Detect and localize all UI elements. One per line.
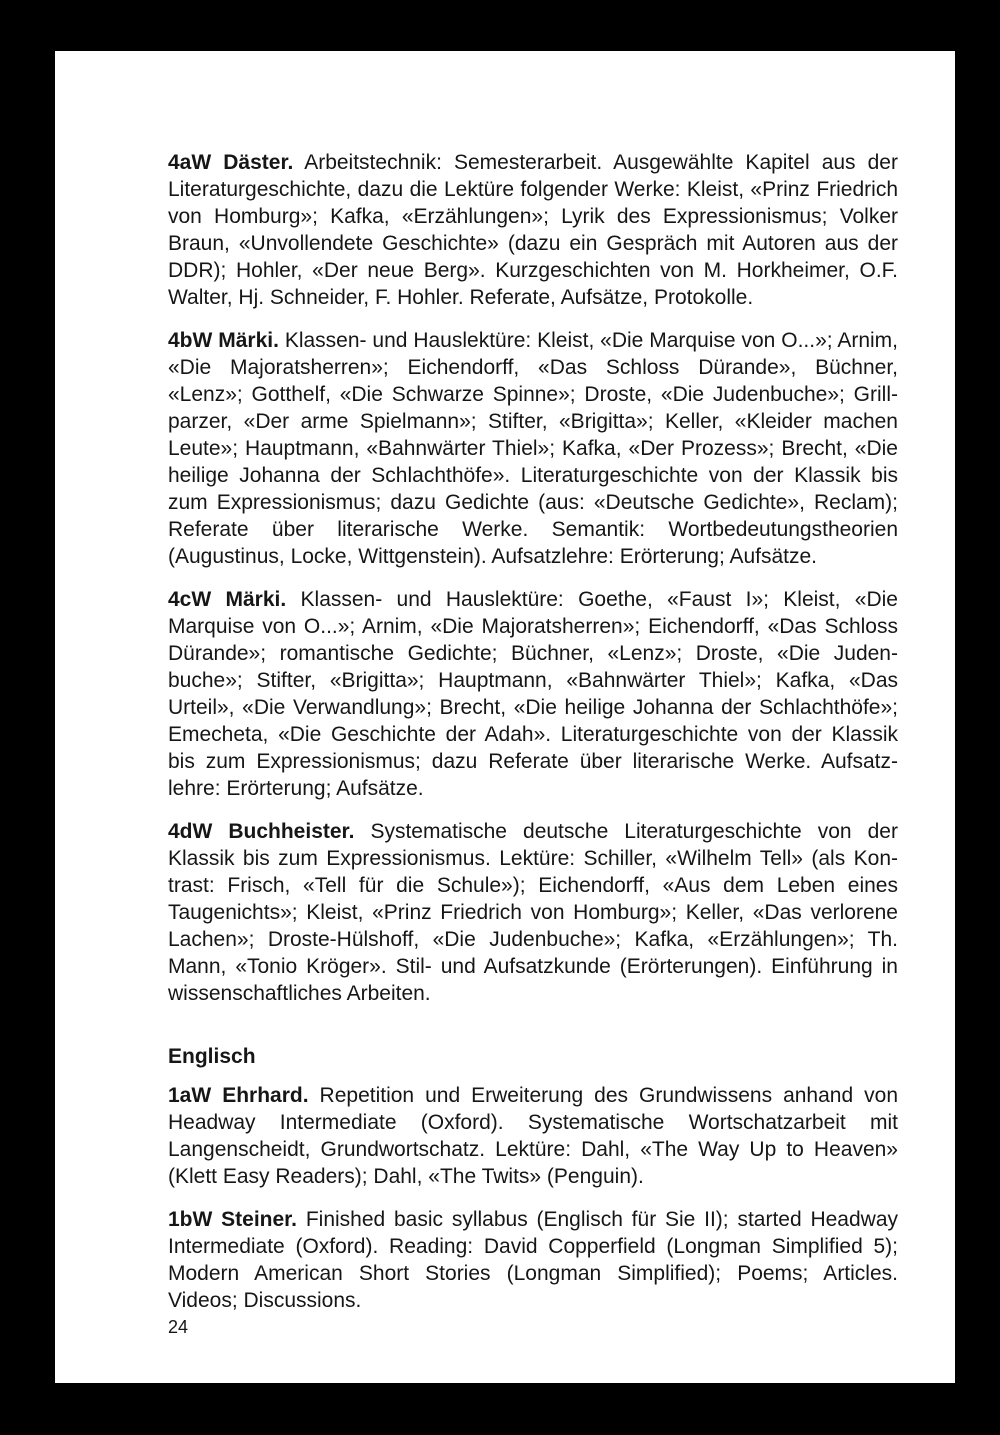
teacher-name: Märki. — [218, 329, 279, 352]
teacher-name: Ehrhard. — [222, 1084, 309, 1107]
course-entry-4dw — [168, 818, 898, 1007]
section-heading-englisch: Englisch — [168, 1045, 256, 1068]
course-description: Systematische deutsche Literaturgeschichte von der Klassik bis zum Expressionismus. Lektüre: Schiller, «Wilhelm Tell» (als Kontrast: Frisch, «Tell für die Schule»); Eichendorff, «Aus dem Leben eines Taugenichts»; Kleist, «Prinz Friedrich von Homburg»; Keller, «Das verlorene Lachen»; Droste-Hülshoff, «Die Judenbuche»; Kafka, «Erzählungen»; Th. Mann, «Tonio Kröger». Stil- und Aufsatzkunde (Erörterungen). Einführung in wissenschaftliches Arbeiten. — [168, 820, 898, 1005]
class-code: 4aW — [168, 151, 212, 174]
teacher-name: Däster. — [223, 151, 294, 174]
page-content — [168, 149, 898, 1330]
course-entry-1bw — [168, 1206, 898, 1314]
course-entry-4bw — [168, 327, 898, 570]
teacher-name: Buchheister. — [228, 820, 355, 843]
class-code: 4bW — [168, 329, 213, 352]
teacher-name: Märki. — [225, 588, 287, 611]
class-code: 4cW — [168, 588, 212, 611]
page-number: 24 — [168, 1317, 189, 1337]
course-description: Repetition und Erweiterung des Grundwissens anhand von Headway Intermediate (Oxford). Systematische Wortschatzarbeit mit Langenscheidt, Grundwortschatz. Lektüre: Dahl, «The Way Up to Heaven» (Klett Easy Readers); Dahl, «The Twits» (Penguin). — [168, 1084, 898, 1188]
course-entry-4cw — [168, 586, 898, 802]
course-description: Klassen- und Hauslektüre: Goethe, «Faust I»; Kleist, «Die Marquise von O...»; Arnim, «Die Majoratsherren»; Eichendorff, «Das Schloss Dürande»; romantische Gedichte; Büchner, «Lenz»; Droste, «Die Judenbuche»; Stifter, «Brigitta»; Hauptmann, «Bahnwärter Thiel»; Kafka, «Das Urteil», «Die Verwandlung»; Brecht, «Die heilige Johanna der Schlachthöfe»; Emecheta, «Die Geschichte der Adah». Literaturgeschichte von der Klassik bis zum Expressionismus; dazu Referate über literarische Werke. Aufsatzlehre: Erörterung; Aufsätze. — [168, 588, 898, 800]
class-code: 1bW — [168, 1208, 213, 1231]
class-code: 1aW — [168, 1084, 212, 1107]
document-page — [55, 51, 955, 1383]
course-description: Arbeitstechnik: Semesterarbeit. Ausgewählte Kapitel aus der Literaturgeschichte, dazu die Lektüre folgender Werke: Kleist, «Prinz Friedrich von Homburg»; Kafka, «Erzählungen»; Lyrik des Expressionismus; Volker Braun, «Unvollendete Geschichte» (dazu ein Gespräch mit Autoren aus der DDR); Hohler, «Der neue Berg». Kurzgeschichten von M. Horkheimer, O.F. Walter, Hj. Schneider, F. Hohler. Referate, Aufsätze, Protokolle. — [168, 151, 898, 309]
teacher-name: Steiner. — [221, 1208, 298, 1231]
course-entry-4aw — [168, 149, 898, 311]
course-description: Klassen- und Hauslektüre: Kleist, «Die Marquise von O...»; Arnim, «Die Majoratsherren»; Eichendorff, «Das Schloss Dürande», Büchner, «Lenz»; Gotthelf, «Die Schwarze Spinne»; Droste, «Die Judenbuche»; Grillparzer, «Der arme Spielmann»; Stifter, «Brigitta»; Keller, «Kleider machen Leute»; Hauptmann, «Bahnwärter Thiel»; Kafka, «Der Prozess»; Brecht, «Die heilige Johanna der Schlachthöfe». Literaturgeschichte von der Klassik bis zum Expressionismus; dazu Gedichte (aus: «Deutsche Gedichte», Reclam); Referate über literarische Werke. Semantik: Wortbedeutungstheorien (Augustinus, Locke, Wittgenstein). Aufsatzlehre: Erörterung; Aufsätze. — [168, 329, 898, 568]
course-entry-1aw — [168, 1082, 898, 1190]
class-code: 4dW — [168, 820, 213, 843]
course-description: Finished basic syllabus (Englisch für Sie II); started Headway Intermediate (Oxford). Reading: David Copperfield (Longman Simplified 5); Modern American Short Stories (Longman Simplified); Poems; Articles. Videos; Discussions. — [168, 1208, 898, 1312]
